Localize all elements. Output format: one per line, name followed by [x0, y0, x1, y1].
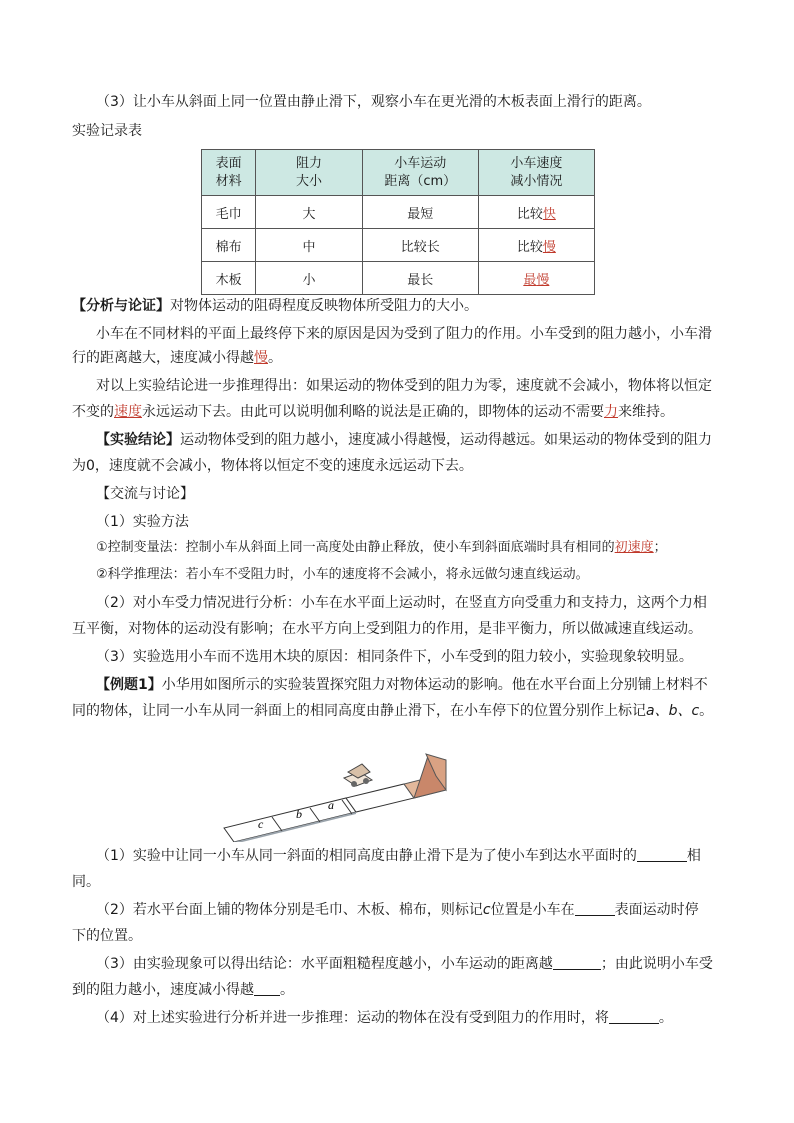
- header-distance: 小车运动 距离（cm）: [362, 150, 478, 196]
- header-surface: 表面 材料: [202, 150, 256, 196]
- table-row: [202, 262, 595, 295]
- cell-surface: 棉布: [202, 229, 256, 262]
- answer-blank-3[interactable]: [553, 955, 601, 970]
- example-line2: 同的物体，让同一小车从同一斜面上的相同高度由静止滑下，在小车停下的位置分别作上标记a、b、c。: [72, 703, 714, 719]
- question-1-line2: 同。: [72, 874, 100, 890]
- analysis-p2-line2: 行的距离越大，速度减小得越慢。: [72, 350, 282, 366]
- question-3-line2: 到的阻力越小，速度减小得越 。: [72, 982, 294, 998]
- answer-blank-2[interactable]: [575, 901, 615, 916]
- cart-wheel: [351, 781, 357, 787]
- analysis-p3-line2: 不变的速度永远运动下去。由此可以说明伽利略的说法是正确的，即物体的运动不需要力来维持。: [72, 404, 674, 420]
- cart-wheel: [363, 778, 369, 784]
- cell-distance: 最短: [362, 196, 478, 229]
- header-speed: 小车速度 减小情况: [478, 150, 594, 196]
- force-line2: 互平衡，对物体的运动没有影响；在水平方向上受到阻力的作用，是非平衡力，所以做减速直线运动。: [72, 621, 702, 637]
- answer-blank-1[interactable]: [637, 847, 687, 862]
- record-table: [201, 149, 595, 295]
- analysis-p3-line1: 对以上实验结论进一步推理得出：如果运动的物体受到的阻力为零，速度就不会减小，物体将以恒定: [96, 378, 712, 394]
- cell-speed: 比较慢: [478, 229, 594, 262]
- step-3-text: （3）让小车从斜面上同一位置由静止滑下，观察小车在更光滑的木板表面上滑行的距离。: [96, 94, 651, 110]
- cell-resistance: 大: [256, 196, 362, 229]
- cell-resistance: 小: [256, 262, 362, 295]
- cell-distance: 最长: [362, 262, 478, 295]
- force-line1: （2）对小车受力情况进行分析：小车在水平面上运动时，在竖直方向受重力和支持力，这两个力相: [96, 595, 707, 611]
- example-line1: 【例题1】小华用如图所示的实验装置探究阻力对物体运动的影响。他在水平台面上分别铺上材料不: [96, 677, 708, 693]
- method-1: ①控制变量法：控制小车从斜面上同一高度处由静止释放，使小车到斜面底端时具有相同的初速度；: [96, 540, 667, 555]
- label-b: b: [296, 807, 302, 821]
- table-row: [202, 196, 595, 229]
- header-resistance: 阻力 大小: [256, 150, 362, 196]
- conclusion-line2: 为0，速度就不会减小，物体将以恒定不变的速度永远运动下去。: [72, 458, 473, 474]
- question-2-line2: 下的位置。: [72, 928, 142, 944]
- discussion-heading: 【交流与讨论】: [96, 486, 194, 502]
- label-a: a: [328, 798, 334, 812]
- cell-resistance: 中: [256, 229, 362, 262]
- cell-surface: 木板: [202, 262, 256, 295]
- table-header-row: [202, 150, 595, 196]
- table-row: [202, 229, 595, 262]
- question-2-line1: （2）若水平台面上铺的物体分别是毛巾、木板、棉布，则标记c位置是小车在 表面运动时停: [96, 902, 699, 918]
- experiment-figure: [214, 750, 504, 842]
- analysis-p2-line1: 小车在不同材料的平面上最终停下来的原因是因为受到了阻力的作用。小车受到的阻力越小，小车滑: [96, 326, 712, 342]
- question-3-line1: （3）由实验现象可以得出结论：水平面粗糙程度越小，小车运动的距离越 ；由此说明小车受: [96, 956, 713, 972]
- cell-speed: 比较快: [478, 196, 594, 229]
- conclusion-line1: 【实验结论】运动物体受到的阻力越小，速度减小得越慢，运动得越远。如果运动的物体受到的阻力: [96, 432, 712, 448]
- cell-speed: 最慢: [478, 262, 594, 295]
- cell-surface: 毛巾: [202, 196, 256, 229]
- table-title: 实验记录表: [72, 123, 142, 139]
- cart-reason: （3）实验选用小车而不选用木块的原因：相同条件下，小车受到的阻力较小，实验现象较明显。: [96, 649, 693, 665]
- track-left: [224, 798, 356, 842]
- analysis-heading: 【分析与论证】对物体运动的阻碍程度反映物体所受阻力的大小。: [72, 298, 478, 314]
- question-1-line1: （1）实验中让同一小车从同一斜面的相同高度由静止滑下是为了使小车到达水平面时的 相: [96, 848, 701, 864]
- answer-blank-4[interactable]: [254, 981, 280, 996]
- label-c: c: [258, 817, 264, 831]
- method-title: （1）实验方法: [96, 514, 189, 530]
- question-4: （4）对上述实验进行分析并进一步推理：运动的物体在没有受到阻力的作用时，将 。: [96, 1010, 673, 1026]
- track-right: [346, 784, 414, 812]
- answer-blank-5[interactable]: [609, 1009, 659, 1024]
- method-2: ②科学推理法：若小车不受阻力时，小车的速度将不会减小，将永远做匀速直线运动。: [96, 567, 589, 582]
- cell-distance: 比较长: [362, 229, 478, 262]
